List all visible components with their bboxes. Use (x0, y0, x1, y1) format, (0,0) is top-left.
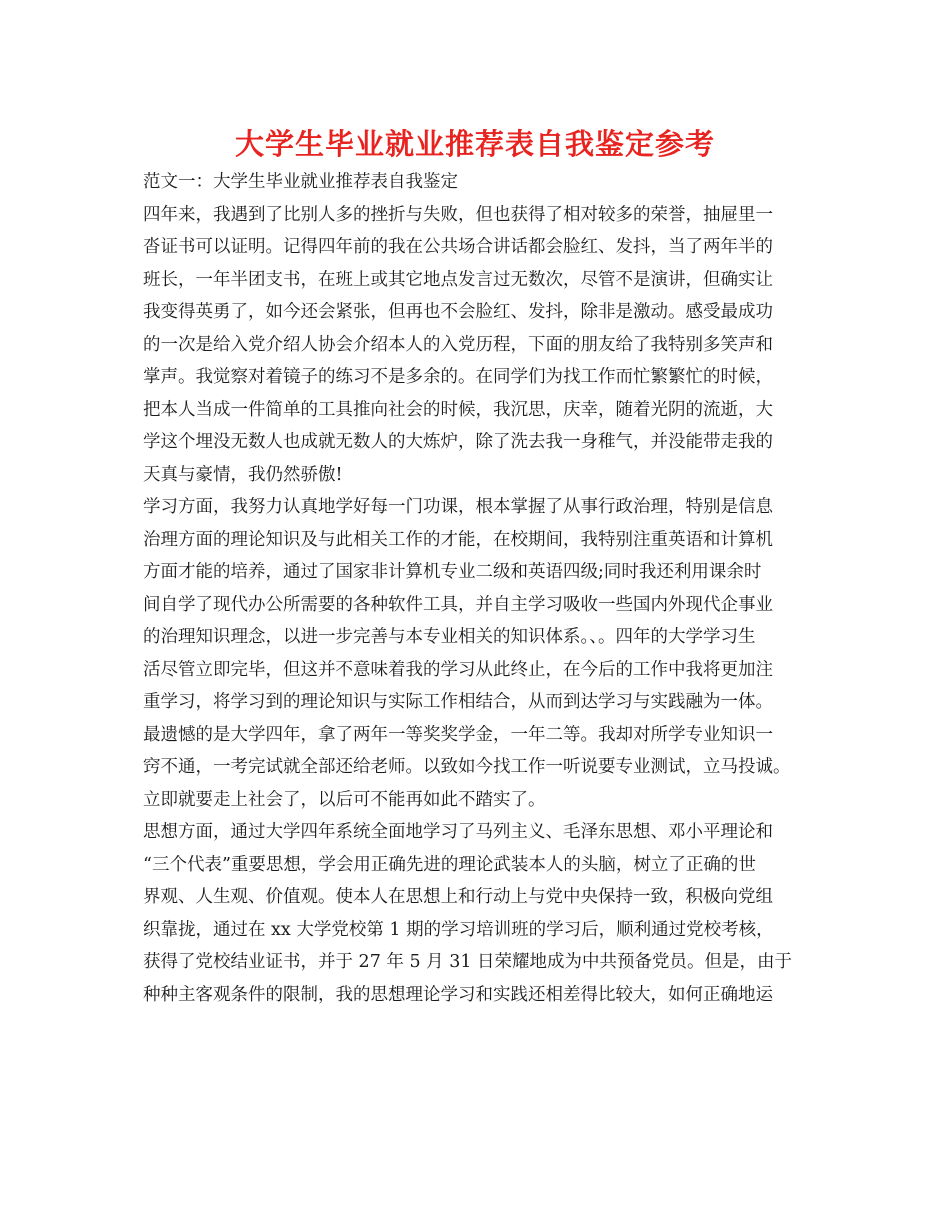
text-line: “三个代表”重要思想，学会用正确先进的理论武装本人的头脑，树立了正确的世 (143, 854, 756, 875)
text-line: 掌声。我觉察对着镜子的练习不是多余的。在同学们为找工作而忙繁繁忙的时候， (143, 367, 773, 387)
text-line: 种种主客观条件的限制，我的思想理论学习和实践还相差得比较大，如何正确地运 (143, 984, 773, 1005)
text-line: 获得了党校结业证书，并于 27 年 5 月 31 日荣耀地成为中共预备党员。但是，由于 (143, 952, 793, 972)
text-line: 把本人当成一件简单的工具推向社会的时候，我沉思，庆幸，随着光阴的流逝，大 (143, 399, 773, 420)
text-line: 的一次是给入党介绍人协会介绍本人的入党历程，下面的朋友给了我特别多笑声和 (143, 334, 773, 355)
text-line: 的治理知识理念，以进一步完善与本专业相关的知识体系。、。四年的大学学习生 (143, 627, 756, 647)
text-line: 学习方面，我努力认真地学好每一门功课，根本掌握了从事行政治理，特别是信息 (143, 497, 773, 517)
text-line: 活尽管立即完毕，但这并不意味着我的学习从此终止，在今后的工作中我将更加注 (143, 659, 773, 680)
text-line: 思想方面，通过大学四年系统全面地学习了马列主义、毛泽东思想、邓小平理论和 (143, 822, 773, 842)
document-title: 大学生毕业就业推荐表自我鉴定参考 (234, 127, 715, 161)
text-line: 间自学了现代办公所需要的各种软件工具，并自主学习吸收一些国内外现代企事业 (143, 594, 773, 615)
text-line: 学这个埋没无数人也成就无数人的大炼炉，除了洗去我一身稚气，并没能带走我的 (143, 432, 773, 452)
text-line: 治理方面的理论知识及与此相关工作的才能，在校期间，我特别注重英语和计算机 (143, 529, 773, 550)
text-line: 我变得英勇了，如今还会紧张，但再也不会脸红、发抖，除非是激动。感受最成功 (143, 302, 773, 322)
text-line: 最遗憾的是大学四年，拿了两年一等奖奖学金，一年二等。我却对所学专业知识一 (143, 724, 773, 745)
text-line: 范文一：大学生毕业就业推荐表自我鉴定 (143, 172, 458, 192)
text-line: 界观、人生观、价值观。使本人在思想上和行动上与党中央保持一致，积极向党组 (143, 887, 773, 907)
text-line: 班长，一年半团支书，在班上或其它地点发言过无数次，尽管不是演讲，但确实让 (143, 269, 773, 290)
text-line: 四年来，我遇到了比别人多的挫折与失败，但也获得了相对较多的荣誉，抽屉里一 (143, 204, 773, 225)
text-line: 窍不通，一考完试就全部还给老师。以致如今找工作一听说要专业测试，立马投诚。 (143, 757, 791, 777)
document-body (143, 166, 823, 1011)
text-line: 方面才能的培养，通过了国家非计算机专业二级和英语四级;同时我还利用课余时 (143, 562, 762, 582)
text-line: 重学习，将学习到的理论知识与实际工作相结合，从而到达学习与实践融为一体。 (143, 692, 773, 712)
text-line: 天真与豪情，我仍然骄傲! (143, 464, 343, 485)
text-line: 沓证书可以证明。记得四年前的我在公共场合讲话都会脸红、发抖，当了两年半的 (143, 237, 773, 257)
text-line: 织靠拢，通过在 xx 大学党校第 1 期的学习培训班的学习后，顺利通过党校考核， (143, 919, 774, 940)
text-line: 立即就要走上社会了，以后可不能再如此不踏实了。 (143, 789, 546, 810)
